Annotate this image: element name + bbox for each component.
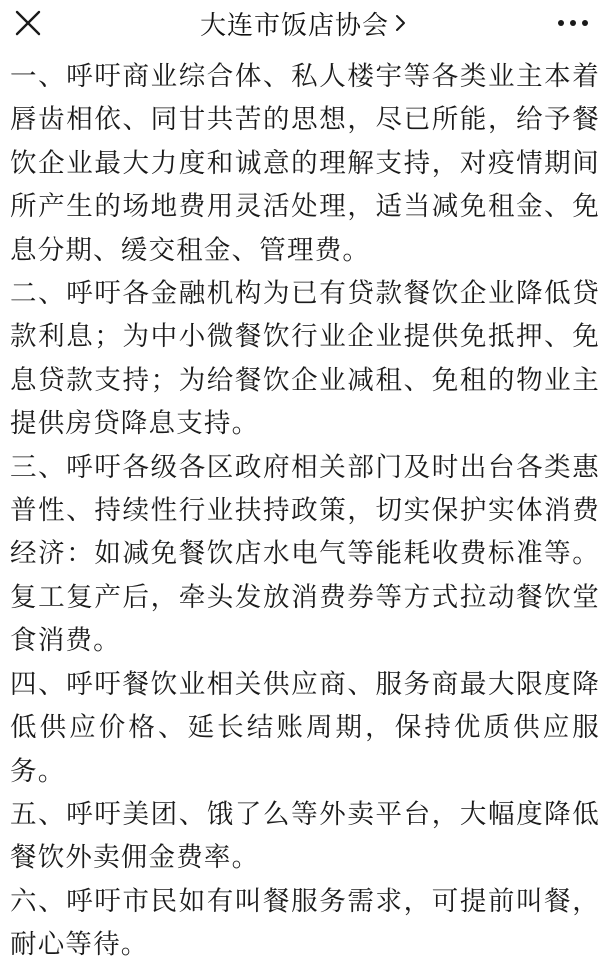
chevron-right-icon xyxy=(395,13,407,33)
page-title: 大连市饭店协会 xyxy=(199,10,389,41)
close-icon xyxy=(15,10,41,36)
top-nav-bar xyxy=(0,0,607,46)
account-title-link[interactable] xyxy=(200,5,407,42)
paragraph-2: 二、呼吁各金融机构为已有贷款餐饮企业降低贷款利息；为中小微餐饮行业企业提供免抵押、免息贷款支持；为给餐饮企业减租、免租的物业主提供房贷降息支持。 xyxy=(10,278,600,440)
paragraph-6: 六、呼吁市民如有叫餐服务需求，可提前叫餐，耐心等待。 xyxy=(10,885,600,961)
more-dots-icon xyxy=(556,18,590,28)
paragraph-1: 一、呼吁商业综合体、私人楼宇等各类业主本着唇齿相依、同甘共苦的思想，尽已所能，给予餐饮企业最大力度和诚意的理解支持，对疫情期间所产生的场地费用灵活处理，适当减免租金、免息分期、缓交租金、管理费。 xyxy=(10,61,600,266)
paragraph-4: 四、呼吁餐饮业相关供应商、服务商最大限度降低供应价格、延长结账周期，保持优质供应服务。 xyxy=(10,668,600,787)
more-button[interactable] xyxy=(551,5,595,41)
paragraph-3: 三、呼吁各级各区政府相关部门及时出台各类惠普性、持续性行业扶持政策，切实保护实体消费经济：如减免餐饮店水电气等能耗收费标准等。复工复产后，牵头发放消费券等方式拉动餐饮堂食消费。 xyxy=(10,451,600,657)
paragraph-5: 五、呼吁美团、饿了么等外卖平台，大幅度降低餐饮外卖佣金费率。 xyxy=(10,798,600,874)
title-area xyxy=(0,0,607,46)
close-button[interactable] xyxy=(10,5,46,41)
article-body xyxy=(10,37,600,967)
